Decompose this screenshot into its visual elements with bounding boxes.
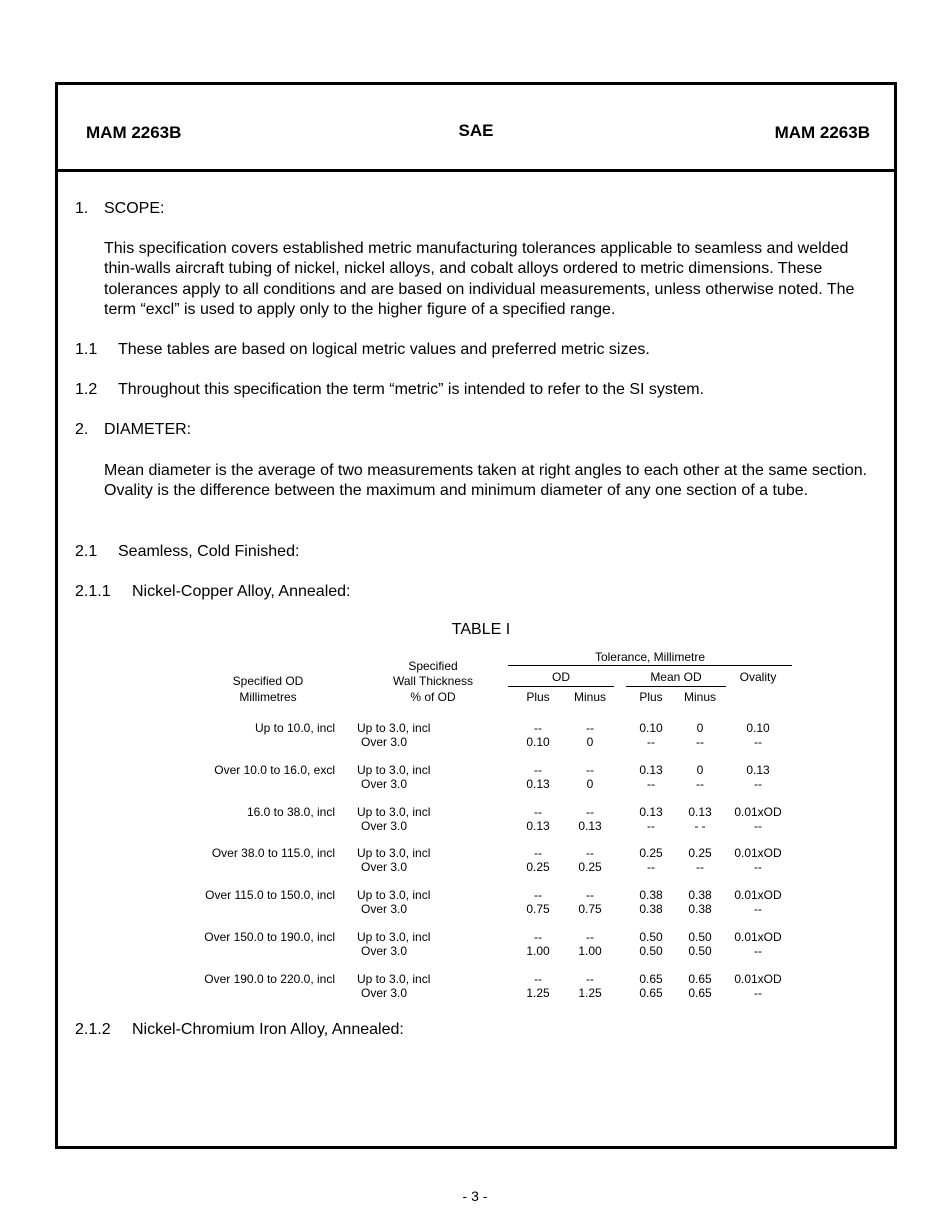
row-mp-1: 0.13 [639,804,663,819]
header-doc-number-right: MAM 2263B [774,123,870,142]
row-m-1: -- [586,804,594,819]
row-wall-2: Over 3.0 [361,818,408,833]
row-m-2: 0.25 [578,860,602,875]
row-p-2: 0.13 [526,818,550,833]
row-o-2: -- [754,860,762,875]
row-mm-2: 0.65 [688,985,712,1000]
row-od: Over 115.0 to 150.0, incl [205,888,335,903]
row-p-1: -- [534,930,542,944]
col-header-mean-plus: Plus [639,690,663,704]
section-2-1-1-number: 2.1.1 [75,583,111,600]
row-mm-2: -- [696,735,704,749]
row-o-2: -- [754,944,762,958]
od-rule [508,686,614,687]
section-1-1-text: These tables are based on logical metric values and preferred metric sizes. [118,341,650,358]
row-m-2: 0 [586,776,594,791]
row-mp-1: 0.50 [639,930,663,944]
row-o-1: 0.01xOD [734,846,782,861]
row-od: Up to 10.0, incl [254,721,335,735]
col-header-wall-1: Specified [408,659,458,673]
row-mp-2: -- [647,735,655,749]
col-header-wall-2: Wall Thickness [392,674,474,688]
row-wall-1: Up to 3.0, incl [357,762,431,777]
page-frame [55,82,897,1149]
row-mp-1: 0.13 [639,762,663,777]
row-p-1: -- [534,888,542,903]
row-m-2: 0 [586,735,594,749]
section-1-1-number: 1.1 [75,341,98,358]
row-mm-1: 0.25 [688,846,712,861]
row-od: Over 150.0 to 190.0, incl [204,930,335,944]
section-2-number: 2. [75,421,89,438]
row-o-2: -- [754,985,762,1000]
row-wall-1: Up to 3.0, incl [357,971,431,986]
section-2-title: DIAMETER: [104,421,192,438]
row-o-1: 0.01xOD [734,804,782,819]
row-mp-1: 0.10 [639,721,663,735]
row-wall-1: Up to 3.0, incl [357,804,431,819]
row-mm-1: 0 [696,721,704,735]
section-2-1-2-text: Nickel-Chromium Iron Alloy, Annealed: [132,1021,404,1038]
row-mm-2: 0.50 [688,944,712,958]
row-m-1: -- [586,721,594,735]
header-org: SAE [458,121,494,140]
row-m-2: 1.25 [578,985,602,1000]
row-wall-1: Up to 3.0, incl [357,930,431,944]
row-m-1: -- [586,762,594,777]
row-o-2: -- [754,902,762,917]
row-m-2: 0.75 [578,902,602,917]
col-header-od-group: OD [552,670,570,684]
section-2-1-1-text: Nickel-Copper Alloy, Annealed: [132,583,351,600]
col-header-od-minus: Minus [573,690,606,704]
table-title: TABLE I [451,621,511,638]
section-2-1-number: 2.1 [75,543,98,560]
row-mm-1: 0.65 [688,971,712,986]
row-p-1: -- [534,762,542,777]
row-mm-2: 0.38 [688,902,712,917]
section-1-2-text: Throughout this specification the term “metric” is intended to refer to the SI system. [118,381,705,398]
row-o-1: 0.13 [746,762,770,777]
row-o-2: -- [754,735,762,749]
col-header-ovality: Ovality [739,670,777,684]
section-1-title: SCOPE: [104,200,165,217]
row-mm-1: 0.13 [688,804,712,819]
row-mp-2: 0.65 [639,985,663,1000]
row-m-1: -- [586,846,594,861]
row-o-1: 0.01xOD [734,888,782,903]
row-m-1: -- [586,971,594,986]
header-doc-number-left: MAM 2263B [86,123,182,142]
row-m-2: 0.13 [578,818,602,833]
col-header-od-2: Millimetres [239,690,297,704]
row-mm-2: - - [694,818,706,833]
section-2-text: Mean diameter is the average of two measurements taken at right angles to each other at the same section. Ovality is the difference between the maximum and minimum diameter of any one section of a tube. [104,462,868,500]
row-mp-1: 0.25 [639,846,663,861]
page-number: - 3 - [462,1188,488,1204]
row-o-2: -- [754,818,762,833]
col-header-od-plus: Plus [526,690,550,704]
row-o-2: -- [754,776,762,791]
row-wall-2: Over 3.0 [361,944,408,958]
row-od: Over 10.0 to 16.0, excl [214,762,335,777]
col-header-wall-3: % of OD [410,690,456,704]
row-wall-2: Over 3.0 [361,735,408,749]
row-mp-1: 0.65 [639,971,663,986]
row-o-1: 0.01xOD [734,971,782,986]
row-mm-1: 0 [696,762,704,777]
col-header-tolerance: Tolerance, Millimetre [594,650,706,664]
row-o-1: 0.10 [746,721,770,735]
mean-od-rule [626,686,726,687]
section-2-1-2-number: 2.1.2 [75,1021,111,1038]
row-o-1: 0.01xOD [734,930,782,944]
row-m-1: -- [586,930,594,944]
row-p-1: -- [534,721,542,735]
page-header [58,85,894,172]
section-1-number: 1. [75,200,89,217]
row-p-1: -- [534,971,542,986]
row-wall-2: Over 3.0 [361,776,408,791]
row-p-2: 0.25 [526,860,550,875]
row-od: 16.0 to 38.0, incl [246,804,335,819]
row-mp-2: 0.38 [639,902,663,917]
row-p-2: 1.25 [526,985,550,1000]
row-mm-1: 0.50 [688,930,712,944]
row-mp-2: -- [647,818,655,833]
col-header-od-1: Specified OD [232,674,304,688]
row-p-2: 0.75 [526,902,550,917]
row-mm-1: 0.38 [688,888,712,903]
row-m-1: -- [586,888,594,903]
row-mp-2: -- [647,776,655,791]
row-od: Over 38.0 to 115.0, incl [211,846,335,861]
row-wall-2: Over 3.0 [361,860,408,875]
row-mm-2: -- [696,860,704,875]
row-mp-2: 0.50 [639,944,663,958]
col-header-mean-minus: Minus [683,690,716,704]
section-1-2-number: 1.2 [75,381,98,398]
row-od: Over 190.0 to 220.0, incl [204,971,335,986]
row-p-2: 0.13 [526,776,550,791]
col-header-mean-od: Mean OD [650,670,702,684]
row-wall-1: Up to 3.0, incl [357,846,431,861]
row-p-1: -- [534,804,542,819]
row-p-2: 1.00 [526,944,550,958]
section-1-text: This specification covers established metric manufacturing tolerances applicable to seamless and welded thin-walls aircraft tubing of nickel, nickel alloys, and cobalt alloys ordered to metric dimensions. These tolerances apply to all conditions and are based on individual measurements, unless otherwise noted. The term “excl” is used to apply only to the higher figure of a specified range. [104,240,855,318]
row-wall-1: Up to 3.0, incl [357,888,431,903]
row-p-2: 0.10 [526,735,550,749]
row-wall-2: Over 3.0 [361,985,408,1000]
row-wall-1: Up to 3.0, incl [357,721,431,735]
section-2-1-text: Seamless, Cold Finished: [118,543,300,560]
row-wall-2: Over 3.0 [361,902,408,917]
row-mm-2: -- [696,776,704,791]
row-m-2: 1.00 [578,944,602,958]
tolerance-rule [508,665,792,666]
row-mp-1: 0.38 [639,888,663,903]
row-mp-2: -- [647,860,655,875]
row-p-1: -- [534,846,542,861]
